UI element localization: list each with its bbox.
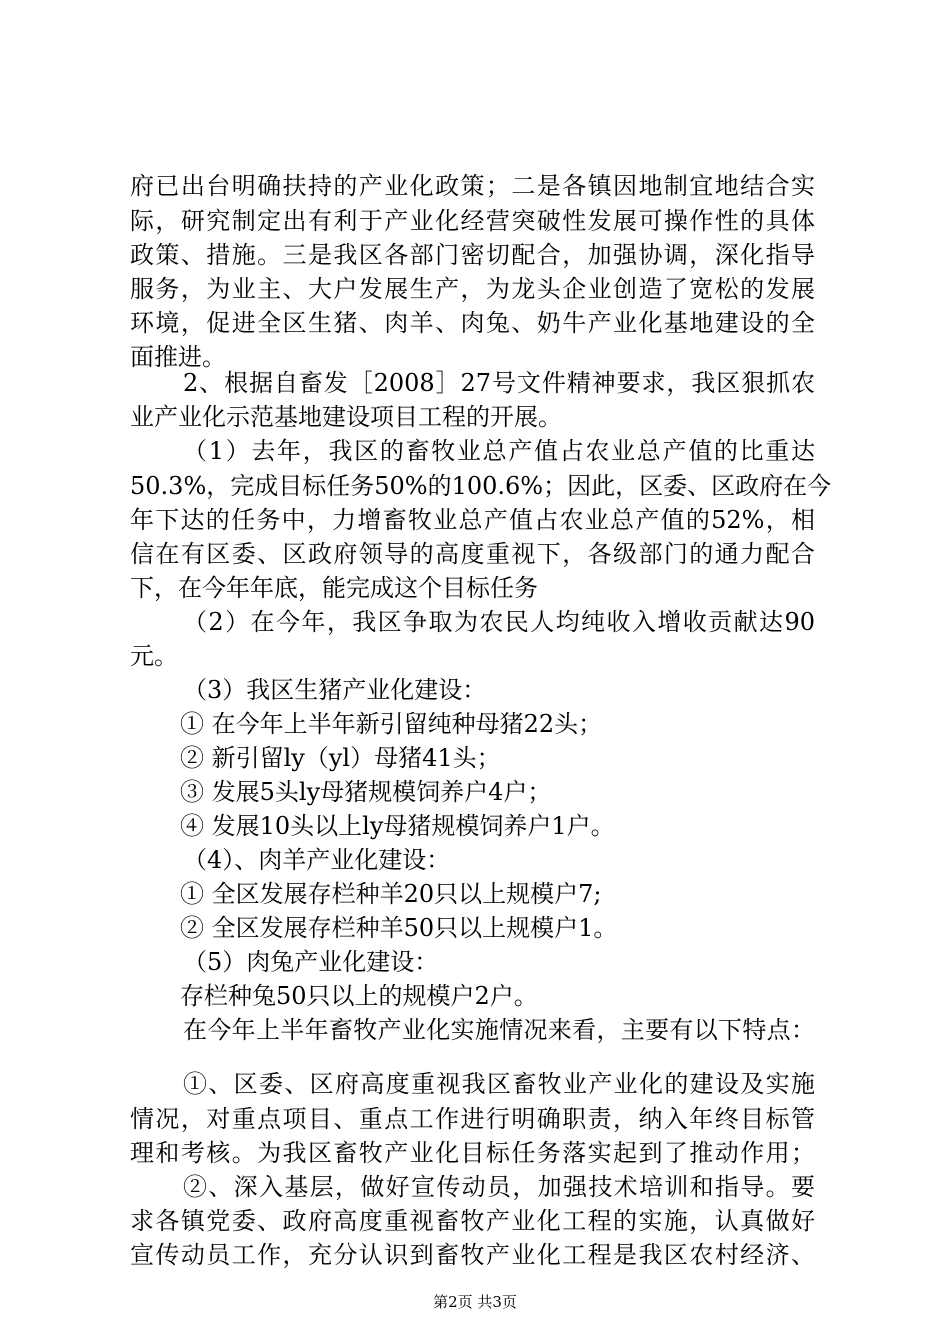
- body-line: 环境，促进全区生猪、肉羊、肉兔、奶牛产业化基地建设的全: [130, 309, 815, 337]
- body-line: 服务，为业主、大户发展生产，为龙头企业创造了宽松的发展: [130, 275, 815, 303]
- body-line: 面推进。: [130, 343, 226, 371]
- body-line: 50.3%，完成目标任务50%的100.6%；因此，区委、区政府在今: [130, 472, 832, 500]
- list-heading: （4）、肉羊产业化建设：: [183, 846, 451, 874]
- body-line: 理和考核。为我区畜牧产业化目标任务落实起到了推动作用；: [130, 1139, 815, 1167]
- page-footer: 第2页 共3页: [433, 1293, 517, 1311]
- list-item: ③ 发展5头ly母猪规模饲养户4户；: [180, 778, 552, 806]
- body-line: 府已出台明确扶持的产业化政策；二是各镇因地制宜地结合实: [130, 172, 815, 200]
- body-line: 业产业化示范基地建设项目工程的开展。: [130, 403, 562, 431]
- body-line: 元。: [130, 642, 178, 670]
- list-item: ① 全区发展存栏种羊20只以上规模户7;: [180, 880, 602, 908]
- body-line: （1）去年，我区的畜牧业总产值占农业总产值的比重达: [183, 437, 815, 465]
- list-heading: （3）我区生猪产业化建设：: [183, 676, 487, 704]
- body-line: 情况，对重点项目、重点工作进行明确职责，纳入年终目标管: [130, 1105, 815, 1133]
- body-line: （2）在今年，我区争取为农民人均纯收入增收贡献达90: [183, 608, 815, 636]
- body-line: ①、区委、区府高度重视我区畜牧业产业化的建设及实施: [183, 1070, 815, 1098]
- body-line: 下，在今年年底，能完成这个目标任务: [130, 574, 538, 602]
- list-heading: （5）肉兔产业化建设：: [183, 948, 439, 976]
- list-item: ② 全区发展存栏种羊50只以上规模户1。: [180, 914, 618, 942]
- body-line: 际，研究制定出有利于产业化经营突破性发展可操作性的具体: [130, 207, 815, 235]
- body-line: 2、根据自畜发［2008］27号文件精神要求，我区狠抓农: [183, 369, 815, 397]
- list-item: ② 新引留ly（yl）母猪41头；: [180, 744, 501, 772]
- list-item: ① 在今年上半年新引留纯种母猪22头；: [180, 710, 603, 738]
- body-line: 在今年上半年畜牧产业化实施情况来看，主要有以下特点：: [183, 1016, 815, 1044]
- list-item: ④ 发展10头以上ly母猪规模饲养户1户。: [180, 812, 615, 840]
- body-line: 宣传动员工作，充分认识到畜牧产业化工程是我区农村经济、: [130, 1241, 815, 1269]
- body-line: 年下达的任务中，力增畜牧业总产值占农业总产值的52%，相: [130, 506, 815, 534]
- body-line: 政策、措施。三是我区各部门密切配合，加强协调，深化指导: [130, 241, 815, 269]
- body-line: ②、深入基层，做好宣传动员，加强技术培训和指导。要: [183, 1173, 815, 1201]
- list-item: 存栏种兔50只以上的规模户2户。: [180, 982, 538, 1010]
- body-line: 信在有区委、区政府领导的高度重视下，各级部门的通力配合: [130, 540, 815, 568]
- body-line: 求各镇党委、政府高度重视畜牧产业化工程的实施，认真做好: [130, 1207, 815, 1235]
